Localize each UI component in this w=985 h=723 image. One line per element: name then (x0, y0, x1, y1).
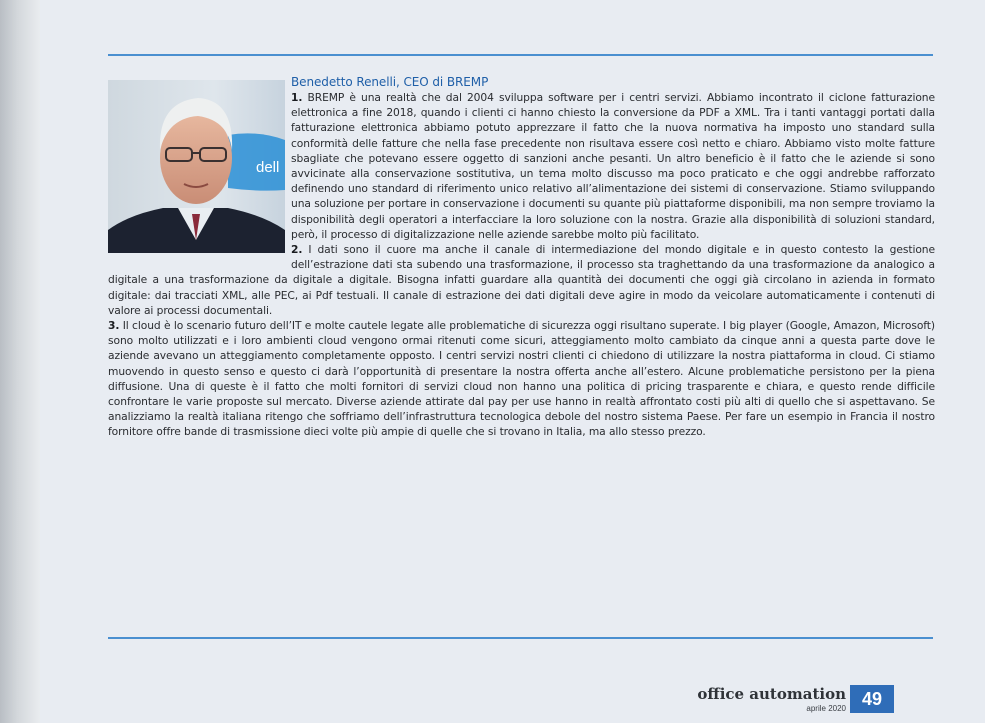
photo-wrap-spacer (108, 75, 291, 263)
issue-date: aprile 2020 (806, 704, 846, 713)
answer-paragraph-3 (108, 318, 935, 440)
photo-background-text: dell (256, 159, 280, 176)
answer-number-2: 2. (291, 243, 303, 257)
page-gutter-shadow (0, 0, 40, 723)
page-number-badge: 49 (850, 685, 894, 713)
interview-article (108, 75, 935, 440)
magazine-brand: office automation (697, 685, 846, 703)
answer-text-1: BREMP è una realtà che dal 2004 sviluppa software per i centri servizi. Abbiamo incontrato il ciclone fatturazione elettronica a fine 2018, quando i clienti ci hanno chiesto la conversione da PDF a XML. Tra i tanti vantaggi portati dalla fatturazione elettronica abbiamo potuto apprezzare il fatto che la nuova normativa ha imposto uno standard sulla conformità delle fatture che nella fase precedente non risultava essere così netto e chiaro. Abbiamo visto molte fatture sbagliate che potevano essere oggetto di sanzioni anche pesanti. Un altro beneficio è il fatto che le aziende si sono avvicinate alla conservazione sostitutiva, un tema molto discusso ma poco praticato e che oggi andrebbe rafforzato definendo uno standard di riferimento unico relativo all’alimentazione dei sistemi di conservazione. Stiamo sviluppando una soluzione per portare in conservazione i documenti su quante più piattaforme disponibili, ma non sempre troviamo la disponibilità degli operatori a interfacciare la loro soluzione con la nostra. Grazie alla disponibilità di soluzioni standard, però, il processo di digitalizzazione nelle aziende sarebbe molto più facilitato. (291, 91, 935, 241)
author-heading: Benedetto Renelli, CEO di BREMP (291, 75, 489, 89)
answer-text-3: Il cloud è lo scenario futuro dell’IT e molte cautele legate alle problematiche di sicurezza oggi risultano superate. I big player (Google, Amazon, Microsoft) sono molto utilizzati e i loro ambienti cloud vengono ormai ritenuti come sicuri, atteggiamento molto cambiato da cinque anni a questa parte dove le aziende avevano un atteggiamento completamente opposto. I centri servizi nostri clienti ci chiedono di utilizzare la nostra piattaforma in cloud. Ci stiamo muovendo in questo senso e questo ci darà l’opportunità di presentare la nostra offerta anche all’estero. Alcune problematiche persistono per la piena diffusione. Una di queste è il fatto che molti fornitori di servizi cloud non hanno una politica di pricing trasparente e chiara, e questo rende difficile confrontare le varie proposte sul mercato. Diverse aziende attirate dal pay per use hanno in realtà affrontato costi più alti di quello che si aspettavano. Se analizziamo la realtà italiana ritengo che soffriamo dell’infrastruttura tecnologica debole del nostro sistema Paese. Per fare un esempio in Francia il nostro fornitore offre bande di trasmissione dieci volte più ampie di quelle che si trovano in Italia, ma allo stesso prezzo. (108, 319, 935, 439)
answer-number-3: 3. (108, 319, 120, 333)
top-divider (108, 54, 933, 56)
magazine-page (40, 0, 985, 723)
answer-text-2: I dati sono il cuore ma anche il canale di intermediazione del mondo digitale e in questo contesto la gestione dell’estrazione dati sta subendo una trasformazione, il processo sta traghettando da una trasformazione da analogico a digitale a una trasformazione da digitale a digitale. Bisogna infatti guardare alla quantità dei documenti che oggi già circolano in azienda in formato digitale: dai tracciati XML, alle PEC, ai Pdf testuali. Il canale di estrazione dei dati digitali deve agire in modo da veicolare automaticamente i contenuti di valore ai processi documentali. (108, 243, 935, 317)
bottom-divider (108, 637, 933, 639)
answer-number-1: 1. (291, 91, 303, 104)
